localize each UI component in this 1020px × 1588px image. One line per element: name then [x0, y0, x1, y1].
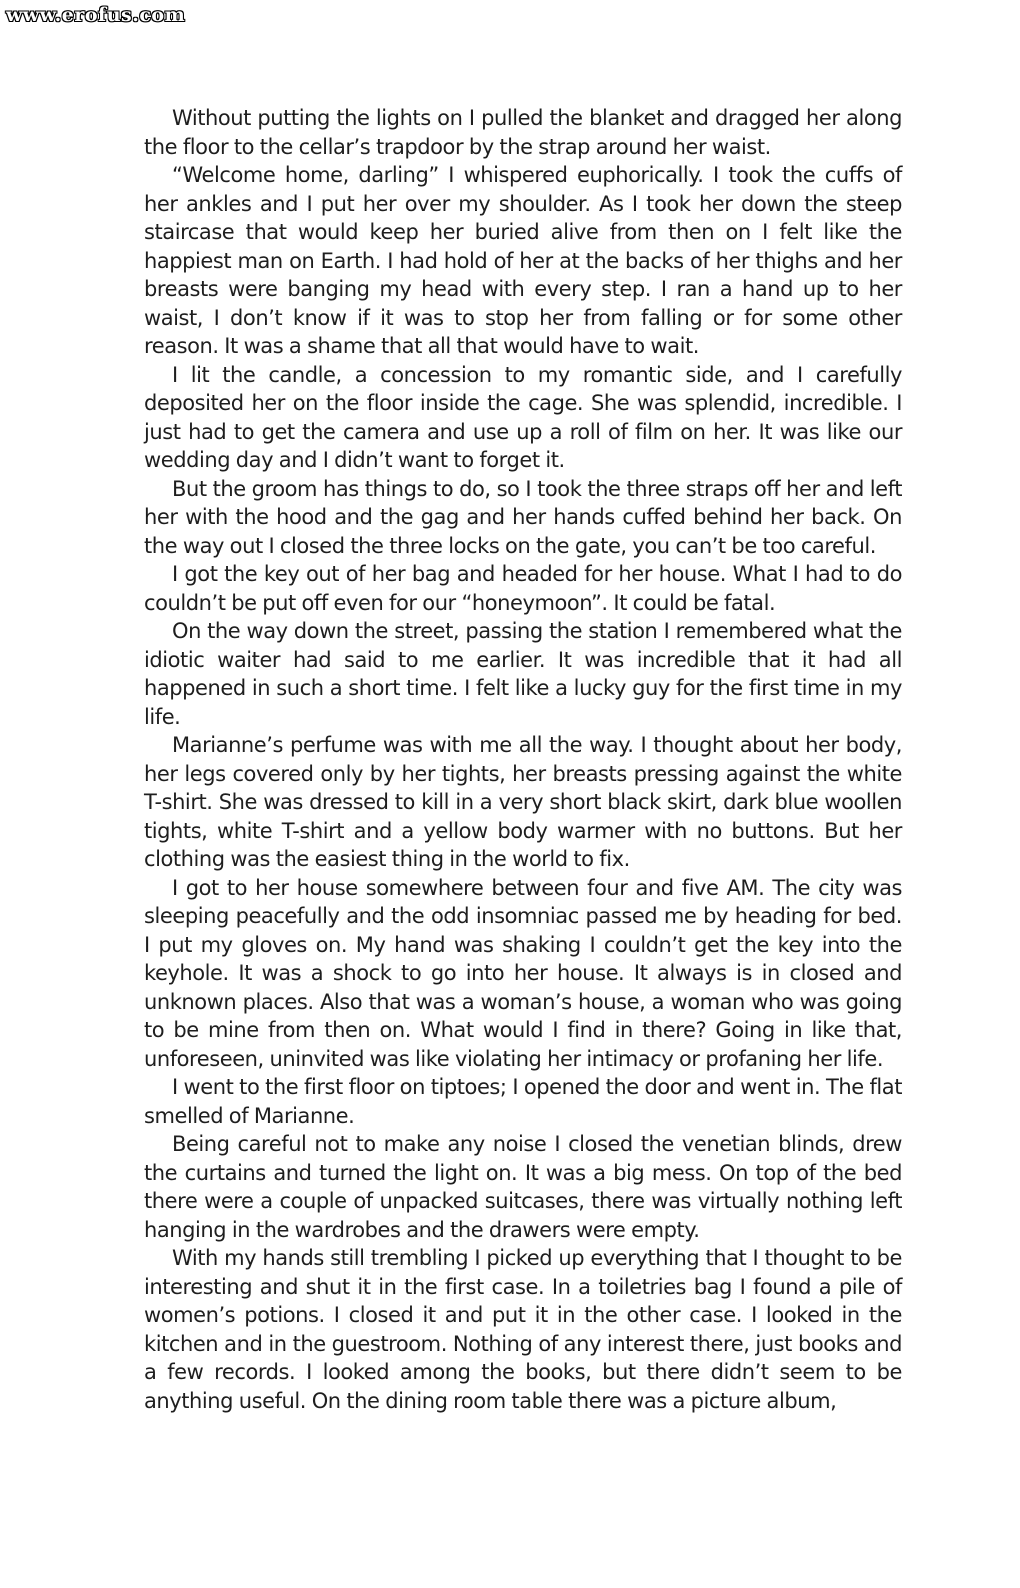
- paragraph: Marianne’s perfume was with me all the way. I thought about her body, her legs covered only by her tights, her breasts pressing against the white T-shirt. She was dressed to kill in a very short black skirt, dark blue woollen tights, white T-shirt and a yellow body warmer with no buttons. But her clothing was the easiest thing in the world to fix.: [144, 733, 902, 871]
- paragraph: Being careful not to make any noise I closed the venetian blinds, drew the curtains and turned the light on. It was a big mess. On top of the bed there were a couple of unpacked suitcases, there was virtually nothing left hanging in the wardrobes and the drawers were empty.: [144, 1132, 902, 1242]
- paragraph: With my hands still trembling I picked up everything that I thought to be interesting and shut it in the first case. In a toiletries bag I found a pile of women’s potions. I closed it and put it in the other case. I looked in the kitchen and in the guestroom. Nothing of any interest there, just books and a few records. I looked among the books, but there didn’t seem to be anything useful. On the dining room table there was a picture album,: [144, 1246, 902, 1413]
- paragraph: Without putting the lights on I pulled the blanket and dragged her along the floor to the cellar’s trapdoor by the strap around her waist.: [144, 106, 902, 159]
- paragraph: I went to the first floor on tiptoes; I opened the door and went in. The flat smelled of Marianne.: [144, 1075, 902, 1128]
- paragraph: I got the key out of her bag and headed for her house. What I had to do couldn’t be put off even for our “honeymoon”. It could be fatal.: [144, 562, 902, 615]
- paragraph: I got to her house somewhere between four and five AM. The city was sleeping peacefully and the odd insomniac passed me by heading for bed. I put my gloves on. My hand was shaking I couldn’t get the key into the keyhole. It was a shock to go into her house. It always is in closed and unknown places. Also that was a woman’s house, a woman who was going to be mine from then on. What would I find in there? Going in like that, unforeseen, uninvited was like violating her intimacy or profaning her life.: [144, 875, 902, 1071]
- paragraph: But the groom has things to do, so I took the three straps off her and left her with the hood and the gag and her hands cuffed behind her back. On the way out I closed the three locks on the gate, you can’t be too careful.: [144, 476, 902, 558]
- paragraph: I lit the candle, a concession to my romantic side, and I carefully deposited her on the floor inside the cage. She was splendid, incredible. I just had to get the camera and use up a roll of film on her. It was like our wedding day and I didn’t want to forget it.: [144, 362, 902, 472]
- paragraph: “Welcome home, darling” I whispered euphorically. I took the cuffs of her ankles and I put her over my shoulder. As I took her down the steep staircase that would keep her buried alive from then on I felt like the happiest man on Earth. I had hold of her at the backs of her thighs and her breasts were banging my head with every step. I ran a hand up to her waist, I don’t know if it was to stop her from falling or for some other reason. It was a shame that all that would have to wait.: [144, 163, 902, 358]
- paragraph: On the way down the street, passing the station I remembered what the idiotic waiter had said to me earlier. It was incredible that it had all happened in such a short time. I felt like a lucky guy for the first time in my life.: [144, 619, 902, 729]
- page-body: [144, 104, 902, 1415]
- watermark-logo: www.erofus.com: [6, 4, 186, 26]
